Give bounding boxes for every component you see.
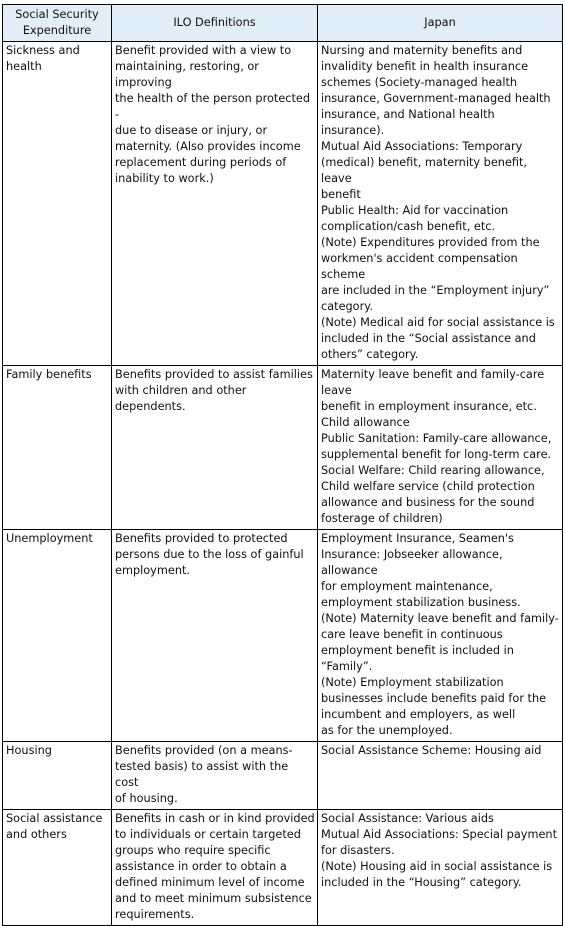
- japan-cell: [318, 530, 563, 742]
- table-row: [3, 530, 563, 742]
- cell-text-line: Insurance: Jobseeker allowance, allowance: [321, 548, 503, 577]
- table-row: [3, 42, 563, 366]
- japan-cell: [318, 366, 563, 530]
- cell-text-line: maintaining, restoring, or improving: [115, 60, 259, 89]
- cell-text-line: Social Assistance Scheme: Housing aid: [321, 744, 542, 757]
- cell-text-line: Family benefits: [6, 368, 92, 381]
- cell-text-line: defined minimum level of income: [115, 876, 305, 889]
- japan-cell: [318, 810, 563, 926]
- cell-text-line: Employment Insurance, Seamen's: [321, 532, 514, 545]
- ilo-definition-cell: [112, 810, 318, 926]
- cell-text-line: (Note) Maternity leave benefit and family-: [321, 612, 559, 625]
- cell-text-line: insurance, Government-managed health: [321, 92, 551, 105]
- cell-text-line: due to disease or injury, or: [115, 124, 268, 137]
- cell-text-line: employment stabilization business.: [321, 596, 521, 609]
- cell-text-line: replacement during periods of: [115, 156, 287, 169]
- cell-text-line: for disasters.: [321, 844, 395, 857]
- japan-cell: [318, 42, 563, 366]
- cell-text-line: businesses include benefits paid for the: [321, 692, 547, 705]
- cell-text-line: Public Health: Aid for vaccination: [321, 204, 509, 217]
- table-row: [3, 742, 563, 810]
- cell-text-line: persons due to the loss of gainful: [115, 548, 304, 561]
- cell-text-line: Social Welfare: Child rearing allowance,: [321, 464, 545, 477]
- cell-text-line: Social Assistance: Various aids: [321, 812, 494, 825]
- header-social-security-expenditure: [3, 5, 112, 42]
- cell-text-line: category.: [321, 300, 373, 313]
- cell-text-line: (Note) Housing aid in social assistance is: [321, 860, 553, 873]
- cell-text-line: fosterage of children): [321, 512, 443, 525]
- cell-text-line: to individuals or certain targeted: [115, 828, 301, 841]
- cell-text-line: Child welfare service (child protection: [321, 480, 535, 493]
- cell-text-line: complication/cash benefit, etc.: [321, 220, 496, 233]
- category-cell: [3, 366, 112, 530]
- header-col1-line: Expenditure: [22, 24, 92, 37]
- cell-text-line: employment.: [115, 564, 190, 577]
- cell-text-line: groups who require specific: [115, 844, 271, 857]
- cell-text-line: (Note) Medical aid for social assistance is: [321, 316, 555, 329]
- cell-text-line: (Note) Expenditures provided from the: [321, 236, 540, 249]
- cell-text-line: included in the “Social assistance and: [321, 332, 536, 345]
- cell-text-line: benefit in employment insurance, etc.: [321, 400, 537, 413]
- cell-text-line: inability to work.): [115, 172, 214, 185]
- cell-text-line: care leave benefit in continuous: [321, 628, 503, 641]
- cell-text-line: benefit: [321, 188, 361, 201]
- cell-text-line: Maternity leave benefit and family-care leave: [321, 368, 545, 397]
- category-cell: [3, 530, 112, 742]
- cell-text-line: Benefits provided to assist families: [115, 368, 313, 381]
- cell-text-line: Benefits in cash or in kind provided: [115, 812, 315, 825]
- cell-text-line: the health of the person protected -: [115, 92, 311, 121]
- category-cell: [3, 810, 112, 926]
- cell-text-line: and to meet minimum subsistence: [115, 892, 312, 905]
- ilo-definition-cell: [112, 530, 318, 742]
- cell-text-line: Mutual Aid Associations: Special payment: [321, 828, 557, 841]
- cell-text-line: are included in the “Employment injury”: [321, 284, 550, 297]
- cell-text-line: supplemental benefit for long-term care.: [321, 448, 552, 461]
- cell-text-line: invalidity benefit in health insurance: [321, 60, 529, 73]
- cell-text-line: allowance and business for the sound: [321, 496, 535, 509]
- cell-text-line: insurance, and National health insurance).: [321, 108, 495, 137]
- table-row: [3, 810, 563, 926]
- cell-text-line: Nursing and maternity benefits and: [321, 44, 523, 57]
- header-japan: Japan: [318, 5, 563, 42]
- ilo-definition-cell: [112, 742, 318, 810]
- header-row: [3, 5, 563, 42]
- header-col1-line: Social Security: [15, 8, 99, 21]
- cell-text-line: assistance in order to obtain a: [115, 860, 287, 873]
- japan-cell: [318, 742, 563, 810]
- cell-text-line: as for the unemployed.: [321, 724, 453, 737]
- cell-text-line: (medical) benefit, maternity benefit, leave: [321, 156, 528, 185]
- cell-text-line: (Note) Employment stabilization: [321, 676, 504, 689]
- cell-text-line: Public Sanitation: Family-care allowance,: [321, 432, 552, 445]
- category-cell: [3, 742, 112, 810]
- cell-text-line: Benefits provided (on a means-: [115, 744, 293, 757]
- cell-text-line: employment benefit is included in “Family”.: [321, 644, 514, 673]
- header-ilo-definitions: ILO Definitions: [112, 5, 318, 42]
- cell-text-line: others” category.: [321, 348, 419, 361]
- cell-text-line: of housing.: [115, 792, 178, 805]
- cell-text-line: Benefit provided with a view to: [115, 44, 292, 57]
- cell-text-line: Housing: [6, 744, 52, 757]
- cell-text-line: requirements.: [115, 908, 195, 921]
- cell-text-line: Unemployment: [6, 532, 93, 545]
- cell-text-line: workmen's accident compensation scheme: [321, 252, 518, 281]
- cell-text-line: Benefits provided to protected: [115, 532, 288, 545]
- cell-text-line: tested basis) to assist with the cost: [115, 760, 289, 789]
- cell-text-line: and others: [6, 828, 67, 841]
- cell-text-line: health: [6, 60, 42, 73]
- table-row: [3, 366, 563, 530]
- cell-text-line: maternity. (Also provides income: [115, 140, 301, 153]
- cell-text-line: Child allowance: [321, 416, 410, 429]
- cell-text-line: for employment maintenance,: [321, 580, 493, 593]
- cell-text-line: Sickness and: [6, 44, 80, 57]
- category-cell: [3, 42, 112, 366]
- ilo-definition-cell: [112, 366, 318, 530]
- social-security-table: [2, 4, 563, 926]
- cell-text-line: incumbent and employers, as well: [321, 708, 516, 721]
- cell-text-line: Mutual Aid Associations: Temporary: [321, 140, 523, 153]
- cell-text-line: included in the “Housing” category.: [321, 876, 522, 889]
- ilo-definition-cell: [112, 42, 318, 366]
- cell-text-line: Social assistance: [6, 812, 103, 825]
- cell-text-line: with children and other dependents.: [115, 384, 247, 413]
- cell-text-line: schemes (Society-managed health: [321, 76, 518, 89]
